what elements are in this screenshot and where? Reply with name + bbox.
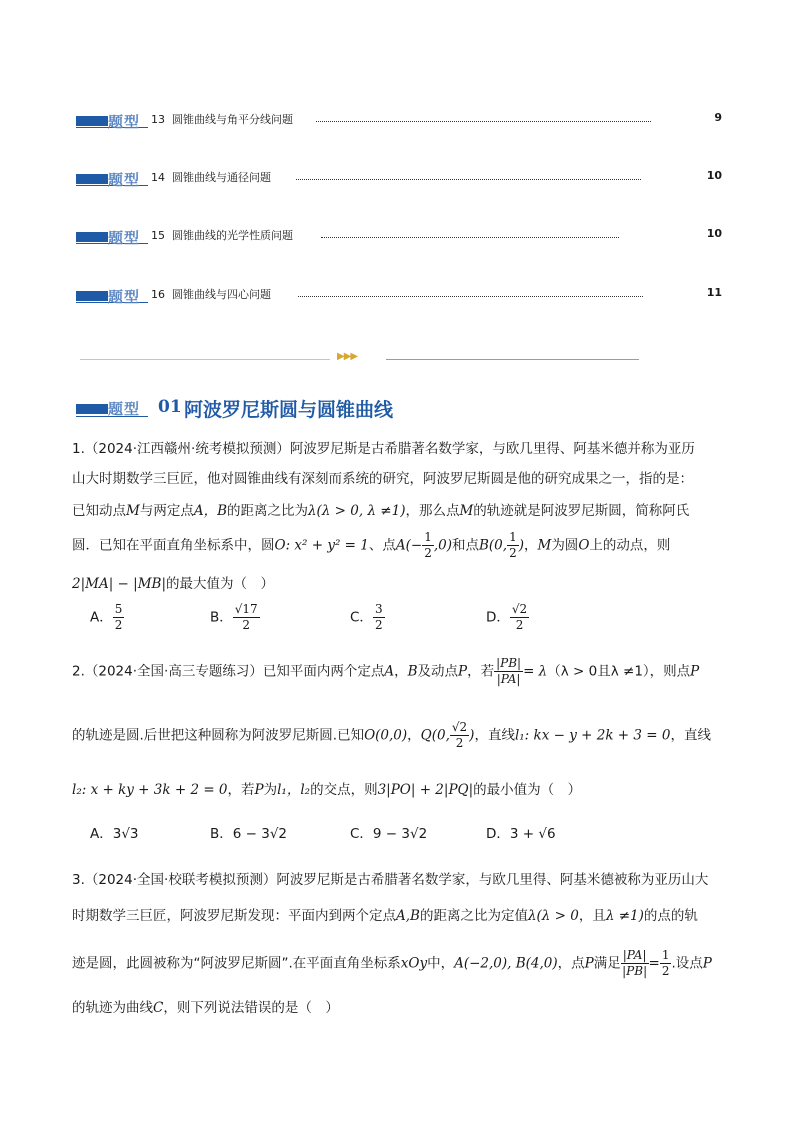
question-1-line-3: 已知动点M与两定点A，B的距离之比为λ(λ > 0, λ ≠1)，那么点M的轨迹就是阿波罗尼斯圆，简称阿氏: [72, 503, 690, 519]
toc-leader-dots: [316, 121, 651, 122]
question-1-option-d[interactable]: D． $\frac{√2}{2}$: [486, 602, 528, 632]
toc-page-number: 9: [714, 111, 722, 124]
question-2-option-b[interactable]: B．6 − 3√2: [210, 826, 288, 842]
question-type-tag: 题型: [76, 287, 148, 303]
question-1-option-a[interactable]: A． $\frac{5}{2}$: [90, 602, 123, 632]
section-title: 阿波罗尼斯圆与圆锥曲线: [184, 399, 394, 421]
question-1-line-1: 1.（2024·江西赣州·统考模拟预测）阿波罗尼斯是古希腊著名数学家，与欧几里得、阿基米德并称为亚历: [72, 441, 695, 457]
question-2-option-d[interactable]: D．3 + √6: [486, 826, 556, 842]
toc-page-number: 10: [706, 227, 722, 240]
toc-entry-title: 13 圆锥曲线与角平分线问题: [151, 113, 293, 126]
toc-page-number: 11: [706, 286, 722, 299]
question-type-tag: 题型: [76, 170, 148, 186]
toc-entry-16[interactable]: [76, 285, 722, 305]
question-1-option-b[interactable]: B． $\frac{√17}{2}$: [210, 602, 258, 632]
toc-entry-13[interactable]: [76, 110, 722, 130]
toc-entry-title: 14 圆锥曲线与通径问题: [151, 171, 271, 184]
toc-entry-title: 16 圆锥曲线与四心问题: [151, 288, 271, 301]
toc-leader-dots: [296, 179, 641, 180]
toc-entry-title: 15 圆锥曲线的光学性质问题: [151, 229, 293, 242]
toc-leader-dots: [298, 296, 643, 297]
question-3-line-2: 时期数学三巨匠，阿波罗尼斯发现：平面内到两个定点A,B的距离之比为定值λ(λ > 0，且λ ≠1)的点的轨: [72, 908, 698, 924]
question-2-line-1: 2.（2024·全国·高三专题练习）已知平面内两个定点A，B及动点P，若 $\frac{|PB|}{|PA|}$ = λ（λ > 0且λ ≠1），则点P: [72, 656, 700, 686]
toc-entry-14[interactable]: [76, 168, 722, 188]
toc-entry-15[interactable]: [76, 226, 722, 246]
question-3-line-1: 3.（2024·全国·校联考模拟预测）阿波罗尼斯是古希腊著名数学家，与欧几里得、阿基米德被称为亚历山大: [72, 872, 709, 888]
section-heading: 题型 01 阿波罗尼斯圆与圆锥曲线: [76, 397, 476, 423]
question-1-line-5: 2|MA| − |MB|的最大值为（ ）: [72, 576, 274, 592]
divider-line-right: [386, 359, 639, 360]
question-1-line-2: 山大时期数学三巨匠，他对圆锥曲线有深刻而系统的研究，阿波罗尼斯圆是他的研究成果之一，指的是：: [72, 471, 693, 487]
question-2-line-2: 的轨迹是圆.后世把这种圆称为阿波罗尼斯圆.已知O(0,0)，Q(0, $\frac{√2}{2}$ )，直线l₁: kx − y + 2k + 3 = 0，直线: [72, 720, 711, 750]
question-3-line-3: 迹是圆，此圆被称为“阿波罗尼斯圆”.在平面直角坐标系xOy中，A(−2,0), B(4,0)，点P满足 $\frac{|PA|}{|PB|}$ = $\frac{1}{2}$ .设点P: [72, 948, 712, 978]
question-2-option-c[interactable]: C．9 − 3√2: [350, 826, 428, 842]
question-3-line-4: 的轨迹为曲线C，则下列说法错误的是（ ）: [72, 1000, 339, 1016]
toc-leader-dots: [321, 237, 619, 238]
divider-line-left: [80, 359, 330, 360]
question-1-option-c[interactable]: C． $\frac{3}{2}$: [350, 602, 383, 632]
toc-page-number: 10: [706, 169, 722, 182]
question-2-option-a[interactable]: A．3√3: [90, 826, 139, 842]
question-2-line-3: l₂: x + ky + 3k + 2 = 0，若P为l₁，l₂的交点，则3|PO| + 2|PQ|的最小值为（ ）: [72, 782, 582, 798]
question-type-tag: 题型: [76, 228, 148, 244]
triple-arrow-icon: ▶▶▶: [337, 351, 358, 362]
question-1-line-4: 圆．已知在平面直角坐标系中，圆O: x² + y² = 1、点A(− $\frac{1}{2}$ ,0)和点B(0, $\frac{1}{2}$ )，M为圆O上的动点，则: [72, 530, 671, 560]
question-type-tag: 题型: [76, 112, 148, 128]
